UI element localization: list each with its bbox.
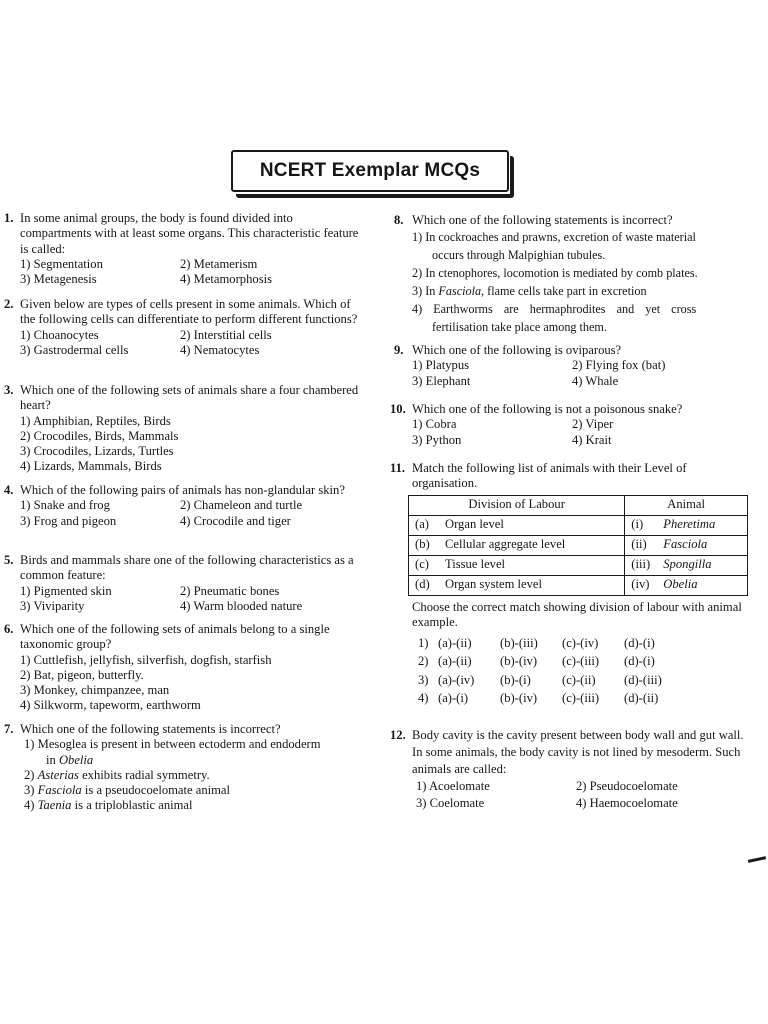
question-7 bbox=[4, 722, 364, 814]
taxon-name: Taenia bbox=[37, 798, 72, 813]
option: 3) Metagenesis bbox=[20, 272, 97, 287]
taxon-name: Fasciola bbox=[37, 783, 82, 798]
question-number: 6. bbox=[4, 622, 14, 636]
answer-cell: (c)-(iii) bbox=[562, 691, 600, 706]
table-row bbox=[409, 575, 748, 595]
table-cell: Obelia bbox=[657, 575, 747, 595]
option: 2) Chameleon and turtle bbox=[180, 498, 303, 513]
option-number: 3) bbox=[24, 783, 35, 798]
option: 1) In cockroaches and prawns, excretion of waste material bbox=[412, 230, 696, 245]
option: 4) Nematocytes bbox=[180, 342, 260, 357]
option: 4) Lizards, Mammals, Birds bbox=[20, 459, 162, 474]
option: 1) Platypus bbox=[412, 358, 470, 373]
page-title: NCERT Exemplar MCQs bbox=[259, 160, 481, 181]
option: 3) Elephant bbox=[412, 373, 471, 388]
option: 1) Choanocytes bbox=[20, 327, 99, 342]
table-cell: Pheretima bbox=[657, 515, 747, 535]
option: 2) Viper bbox=[572, 417, 614, 432]
table-cell: (b) bbox=[409, 535, 440, 555]
answer-options bbox=[390, 636, 754, 706]
option-continuation bbox=[24, 753, 364, 768]
instruction-text: Choose the correct match showing division of labour with animal example. bbox=[412, 599, 742, 629]
table-cell: (a) bbox=[409, 515, 440, 535]
table-row bbox=[409, 535, 748, 555]
option: 4) Whale bbox=[572, 373, 619, 388]
answer-cell: (d)-(iii) bbox=[624, 672, 662, 687]
question-text: Which of the following pairs of animals has non-glandular skin? bbox=[20, 483, 345, 497]
question-1 bbox=[4, 211, 364, 287]
question-4 bbox=[4, 483, 364, 529]
option: 3) Crocodiles, Lizards, Turtles bbox=[20, 444, 174, 459]
question-number: 10. bbox=[390, 402, 406, 416]
question-text: Which one of the following is oviparous? bbox=[412, 343, 622, 357]
option-text: is a triploblastic animal bbox=[74, 798, 193, 813]
question-text: Which one of the following sets of animals belong to a single taxonomic group? bbox=[20, 622, 330, 652]
table-header: Animal bbox=[625, 495, 748, 515]
option: 2) Interstitial cells bbox=[180, 327, 272, 342]
taxon-name: Asterias bbox=[37, 767, 79, 782]
answer-cell: (c)-(iv) bbox=[562, 636, 599, 651]
question-text: Birds and mammals share one of the following characteristics as a common feature: bbox=[20, 553, 354, 583]
answer-cell: 1) bbox=[418, 636, 429, 651]
table-cell: Cellular aggregate level bbox=[439, 535, 625, 555]
table-cell: Spongilla bbox=[657, 555, 747, 575]
option: 3) Coelomate bbox=[416, 796, 485, 810]
answer-cell: (a)-(i) bbox=[438, 691, 469, 706]
option: 1) Amphibian, Reptiles, Birds bbox=[20, 413, 171, 428]
question-number: 12. bbox=[390, 728, 406, 742]
question-number: 1. bbox=[4, 211, 14, 225]
option-text: flame cells take part in excretion bbox=[487, 284, 647, 299]
option: 4) Haemocoelomate bbox=[576, 796, 678, 810]
table-cell: Organ level bbox=[439, 515, 625, 535]
table-cell: (ii) bbox=[625, 535, 658, 555]
question-text: Match the following list of animals with their Level of organisation. bbox=[412, 461, 687, 491]
option: 4) Silkworm, tapeworm, earthworm bbox=[20, 698, 201, 713]
option-text: is a pseudocoelomate animal bbox=[84, 783, 231, 798]
option: 3) Gastrodermal cells bbox=[20, 342, 129, 357]
answer-cell: (b)-(iv) bbox=[500, 691, 538, 706]
question-text: In some animal groups, the body is found divided into compartments with at least some organs. This characteristic feature is called: bbox=[20, 211, 359, 256]
question-6 bbox=[4, 622, 364, 714]
question-number: 3. bbox=[4, 383, 14, 397]
question-number: 5. bbox=[4, 553, 14, 567]
match-table bbox=[408, 495, 748, 596]
question-number: 9. bbox=[394, 343, 404, 357]
question-3 bbox=[4, 383, 364, 475]
option: 3) Frog and pigeon bbox=[20, 513, 117, 528]
answer-cell: (b)-(iv) bbox=[500, 654, 538, 669]
option: 1) Pigmented skin bbox=[20, 583, 112, 598]
option: 3) Monkey, chimpanzee, man bbox=[20, 683, 170, 698]
question-2 bbox=[4, 297, 364, 358]
option: 4) Metamorphosis bbox=[180, 272, 272, 287]
table-cell: (d) bbox=[409, 575, 440, 595]
answer-cell: (c)-(iii) bbox=[562, 654, 600, 669]
option: 2) Pseudocoelomate bbox=[576, 779, 678, 793]
option: 2) Metamerism bbox=[180, 256, 258, 271]
question-text: Which one of the following sets of animals share a four chambered heart? bbox=[20, 383, 359, 413]
option bbox=[24, 768, 364, 783]
option-text: exhibits radial symmetry. bbox=[82, 767, 210, 782]
answer-cell: 3) bbox=[418, 672, 429, 687]
option: 1) Cuttlefish, jellyfish, silverfish, dogfish, starfish bbox=[20, 652, 272, 667]
option: 2) Flying fox (bat) bbox=[572, 358, 666, 373]
table-cell: Organ system level bbox=[439, 575, 625, 595]
question-number: 4. bbox=[4, 483, 14, 497]
question-12 bbox=[390, 727, 754, 812]
option: 4) Krait bbox=[572, 432, 612, 447]
answer-cell: (d)-(i) bbox=[624, 654, 655, 669]
question-text: Body cavity is the cavity present between body wall and gut wall. In some animals, the body cavity is not lined by mesoderm. Such animals are called: bbox=[412, 728, 744, 776]
answer-cell: (a)-(ii) bbox=[438, 654, 472, 669]
table-row bbox=[409, 555, 748, 575]
option: 4) Crocodile and tiger bbox=[180, 513, 291, 528]
scan-edge-mark bbox=[748, 856, 766, 863]
question-11 bbox=[390, 461, 754, 706]
table-header-row bbox=[409, 495, 748, 515]
option: 1) Snake and frog bbox=[20, 498, 110, 513]
question-10 bbox=[390, 402, 754, 448]
question-number: 2. bbox=[4, 297, 14, 311]
option: 1) Mesoglea is present in between ectoderm and endoderm bbox=[24, 737, 321, 752]
option-number: 4) bbox=[24, 798, 35, 813]
question-number: 11. bbox=[390, 461, 406, 475]
answer-cell: (b)-(iii) bbox=[500, 636, 538, 651]
question-text: Which one of the following statements is incorrect? bbox=[412, 213, 673, 227]
question-5 bbox=[4, 553, 364, 614]
table-cell: Tissue level bbox=[439, 555, 625, 575]
question-text: Which one of the following is not a poisonous snake? bbox=[412, 402, 683, 416]
answer-cell: (d)-(i) bbox=[624, 636, 655, 651]
question-9 bbox=[394, 343, 754, 389]
taxon-name: Fasciola, bbox=[438, 284, 485, 299]
option: 4) Earthworms are hermaphrodites and yet cross bbox=[412, 302, 697, 317]
option: 4) Warm blooded nature bbox=[180, 598, 303, 613]
taxon-name: Obelia bbox=[58, 752, 94, 767]
question-number: 7. bbox=[4, 722, 14, 736]
option bbox=[24, 798, 364, 813]
option: 2) Pneumatic bones bbox=[180, 583, 280, 598]
table-cell: (iv) bbox=[625, 575, 658, 595]
table-cell: (c) bbox=[409, 555, 440, 575]
answer-cell: (d)-(ii) bbox=[624, 691, 659, 706]
question-8 bbox=[394, 213, 754, 336]
option-continuation: occurs through Malpighian tubules. bbox=[432, 248, 606, 263]
option: 2) In ctenophores, locomotion is mediated by comb plates. bbox=[412, 266, 698, 281]
answer-cell: (a)-(ii) bbox=[438, 636, 472, 651]
table-cell: (i) bbox=[625, 515, 658, 535]
question-text: Given below are types of cells present in some animals. Which of the following cells can differentiate to perform different functions? bbox=[20, 297, 358, 327]
question-number: 8. bbox=[394, 213, 404, 227]
option bbox=[412, 282, 754, 300]
table-header: Division of Labour bbox=[409, 495, 625, 515]
option: 1) Segmentation bbox=[20, 256, 103, 271]
table-cell: (iii) bbox=[625, 555, 658, 575]
answer-cell: 4) bbox=[418, 691, 429, 706]
option-text: in bbox=[46, 752, 56, 767]
option-number: 2) bbox=[24, 767, 35, 782]
option bbox=[24, 783, 364, 798]
table-row bbox=[409, 515, 748, 535]
answer-cell: 2) bbox=[418, 654, 429, 669]
option-continuation: fertilisation take place among them. bbox=[432, 320, 607, 335]
option: 3) Python bbox=[412, 432, 462, 447]
option: 2) Bat, pigeon, butterfly. bbox=[20, 667, 144, 682]
option: 1) Acoelomate bbox=[416, 779, 490, 793]
option: 3) Viviparity bbox=[20, 598, 85, 613]
option-text: 3) In bbox=[412, 284, 436, 299]
option: 2) Crocodiles, Birds, Mammals bbox=[20, 428, 179, 443]
answer-cell: (b)-(i) bbox=[500, 672, 531, 687]
option: 1) Cobra bbox=[412, 417, 457, 432]
answer-cell: (a)-(iv) bbox=[438, 672, 475, 687]
question-text: Which one of the following statements is incorrect? bbox=[20, 722, 281, 736]
answer-cell: (c)-(ii) bbox=[562, 672, 596, 687]
table-cell: Fasciola bbox=[657, 535, 747, 555]
